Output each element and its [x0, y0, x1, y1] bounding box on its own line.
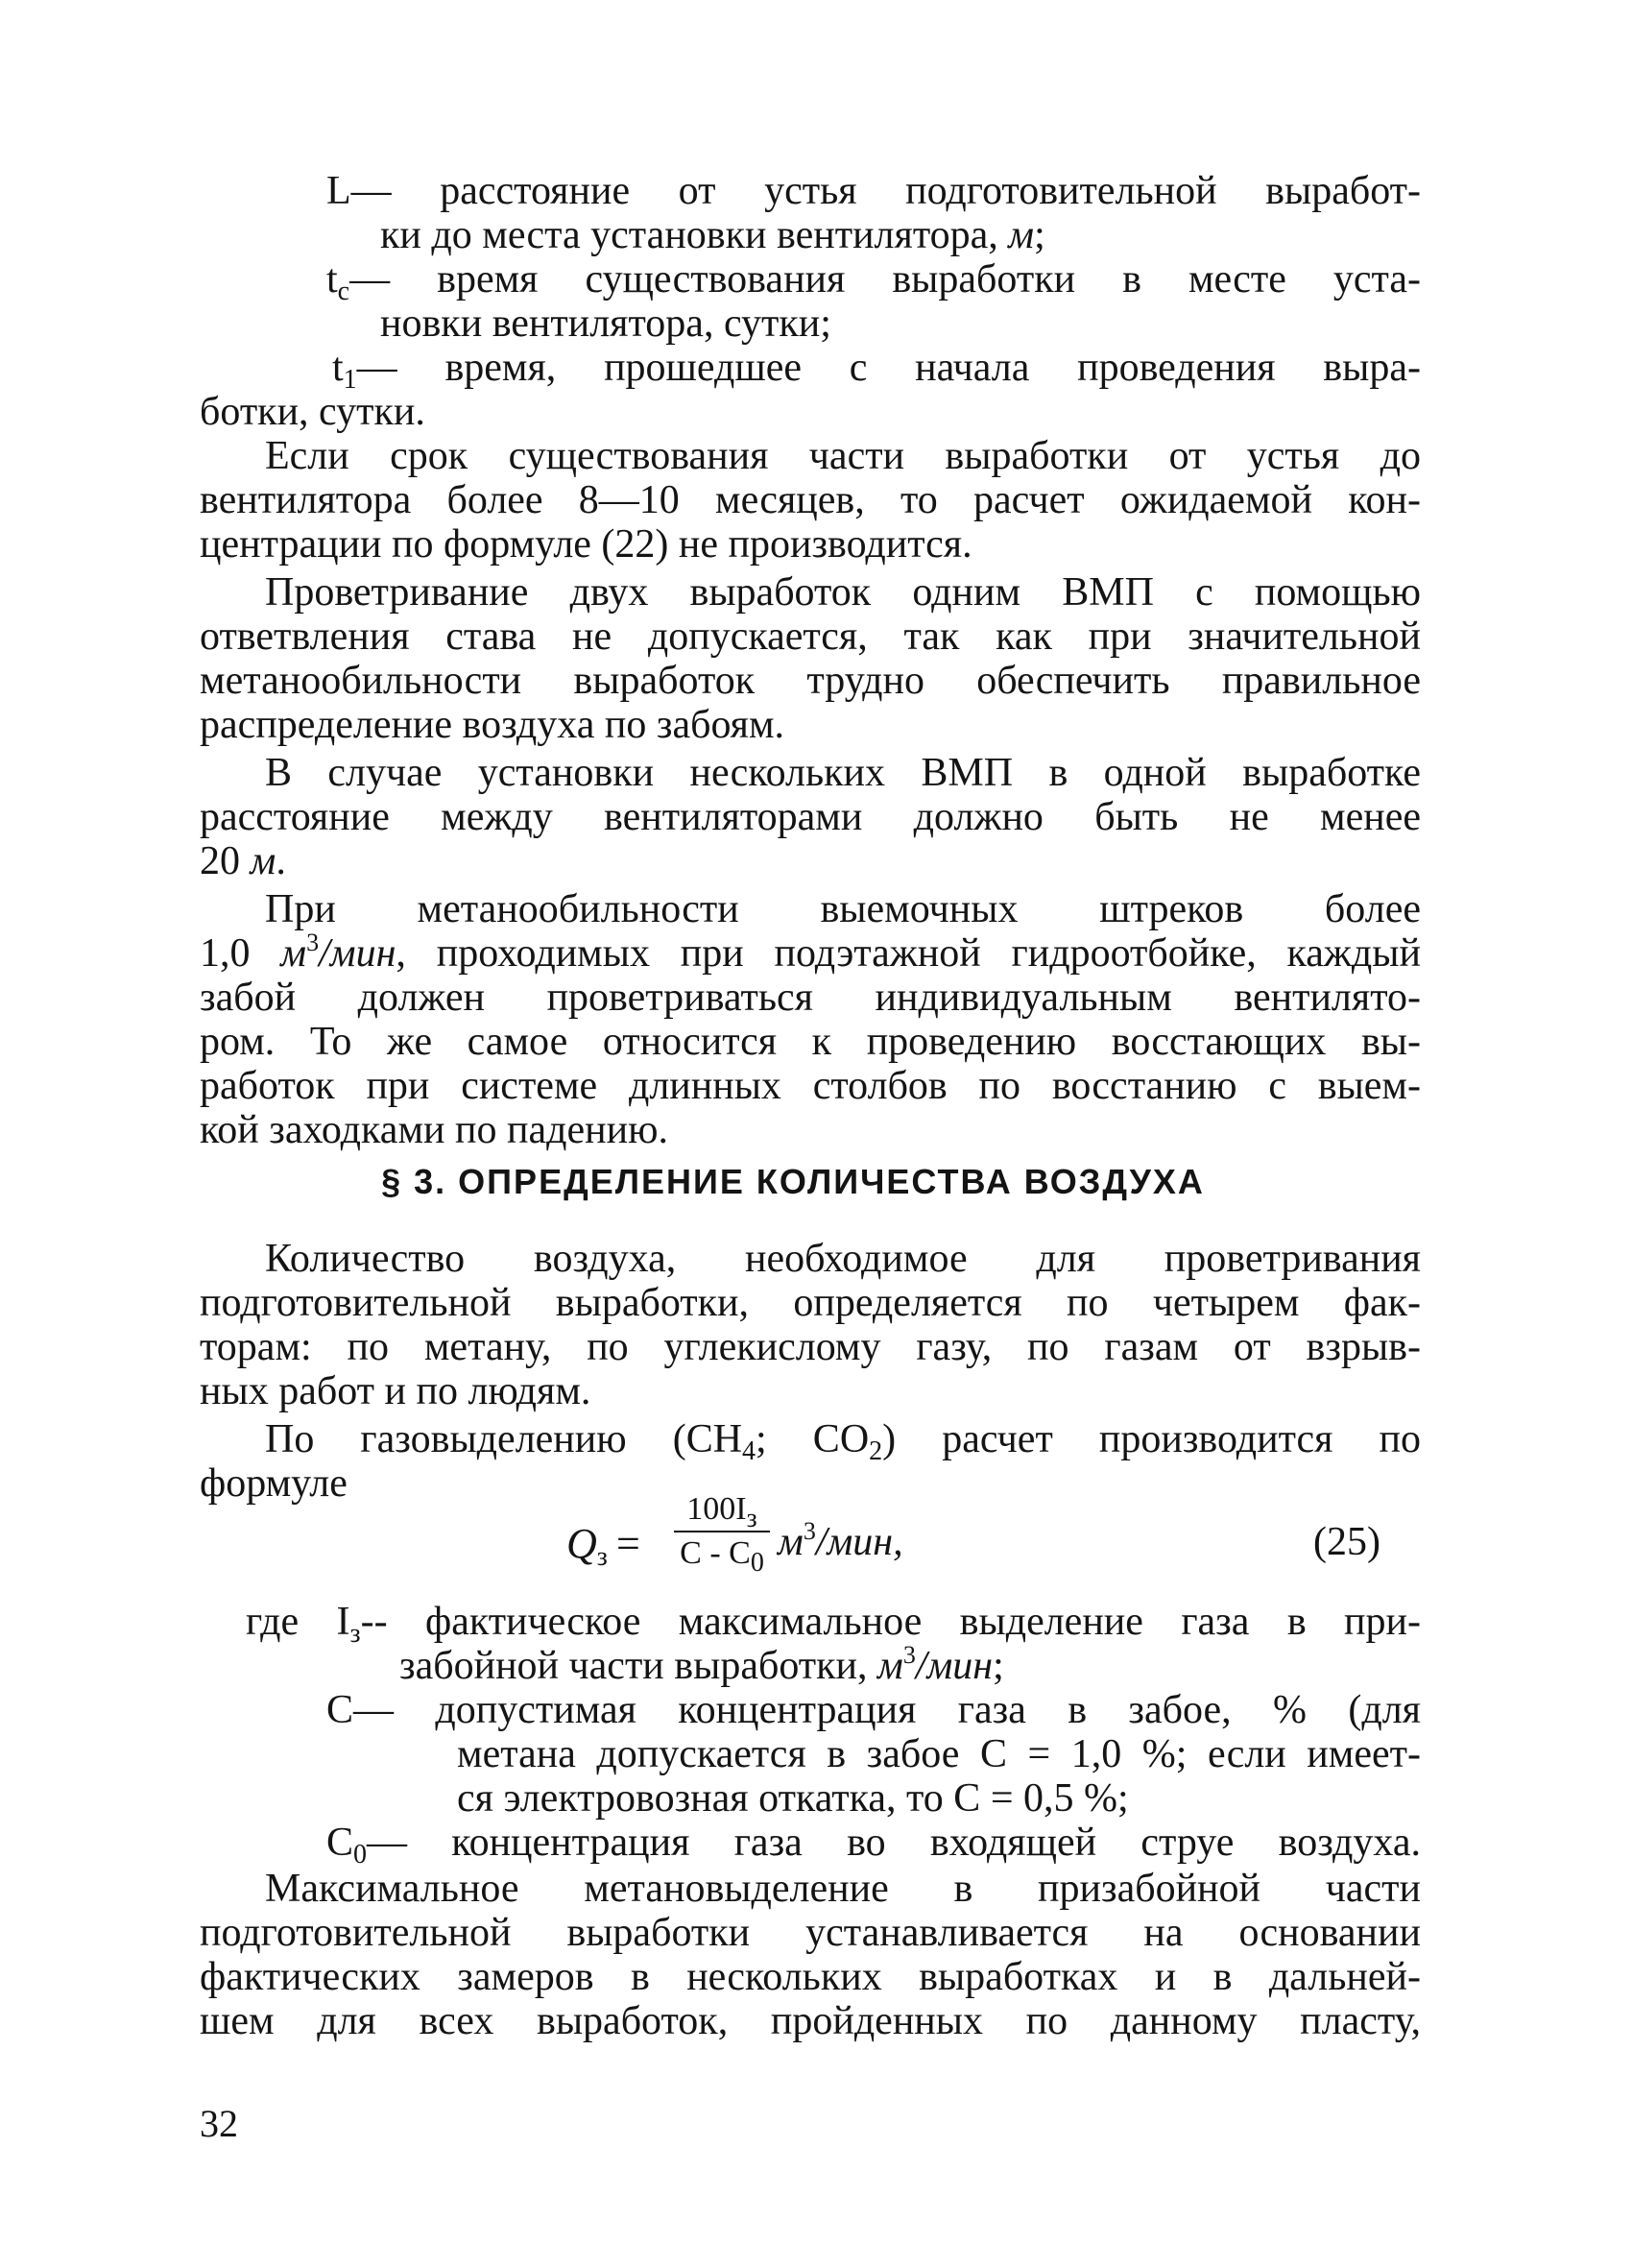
paragraph-5-line-4: ных работ и по людям. [200, 1369, 591, 1413]
formula-unit: $м^3$/мин, [778, 1517, 903, 1564]
paragraph-5-line-3: торам: по метану, по углекислому газу, по газам от взрыв- [200, 1325, 1421, 1369]
paragraph-6-line-1: По газовыделению ($CH_4$; $CO_2$) расчет производится по [265, 1417, 1421, 1466]
definition-t1: $t_1—$ время, прошедшее с начала проведения выра- [332, 346, 1421, 395]
formula-fraction [674, 1488, 770, 1578]
paragraph-1-line-2: вентилятора более 8—10 месяцев, то расчет ожидаемой кон- [200, 478, 1421, 522]
paragraph-5-line-2: подготовительной выработки, определяется по четырем фак- [200, 1281, 1421, 1325]
formula-numerator: $100I_з$ [674, 1488, 770, 1532]
definition-tc-cont: новки вентилятора, сутки; [380, 302, 831, 346]
paragraph-4-line-6: кой заходками по падению. [200, 1108, 668, 1152]
definition-L: L— расстояние от устья подготовительной выработ- [326, 169, 1421, 213]
paragraph-2-line-1: Проветривание двух выработок одним ВМП с помощью [265, 570, 1421, 615]
section-heading: § 3. ОПРЕДЕЛЕНИЕ КОЛИЧЕСТВА ВОЗДУХА [381, 1162, 1205, 1201]
definition-t1-cont: ботки, сутки. [200, 390, 425, 434]
paragraph-2-line-2: ответвления става не допускается, так как при значительной [200, 615, 1421, 659]
paragraph-4-line-2: 1,0 $м^3$/мин, проходимых при подэтажной гидроотбойке, каждый [200, 929, 1421, 976]
formula-equals: = [616, 1520, 640, 1567]
paragraph-1-line-1: Если срок существования части выработки от устья до [265, 434, 1421, 478]
definition-C0: $C_0—$ концентрация газа во входящей струе воздуха. [326, 1821, 1421, 1870]
paragraph-4-line-1: При метанообильности выемочных штреков более [265, 887, 1421, 931]
definition-I3-cont: забойной части выработки, $м^3$/мин; [399, 1641, 1004, 1688]
paragraph-7-line-1: Максимальное метановыделение в призабойной части [265, 1867, 1421, 1911]
paragraph-2-line-4: распределение воздуха по забоям. [200, 703, 785, 747]
paragraph-6-line-2: формуле [200, 1461, 348, 1506]
paragraph-7-line-4: шем для всех выработок, пройденных по данному пласту, [200, 1999, 1421, 2043]
definition-L-cont: ки до места установки вентилятора, м; [380, 213, 1045, 257]
equation-number: (25) [1313, 1520, 1380, 1564]
paragraph-3-line-2: расстояние между вентиляторами должно быть не менее [200, 795, 1421, 839]
paragraph-3-line-1: В случае установки нескольких ВМП в одной выработке [265, 751, 1421, 795]
page-number: 32 [200, 2102, 238, 2145]
paragraph-5-line-1: Количество воздуха, необходимое для проветривания [265, 1237, 1421, 1281]
paragraph-7-line-3: фактических замеров в нескольких выработках и в дальней- [200, 1955, 1421, 1999]
formula-denominator: C - $C_0$ [680, 1535, 764, 1578]
paragraph-4-line-3: забой должен проветриваться индивидуальным вентилято- [200, 976, 1421, 1020]
paragraph-3-line-3: 20 м. [200, 839, 286, 883]
formula-25 [566, 1488, 1238, 1594]
paragraph-1-line-3: центрации по формуле (22) не производится. [200, 522, 972, 567]
paragraph-4-line-5: работок при системе длинных столбов по восстанию с выем- [200, 1064, 1421, 1108]
definition-C-cont-1: метана допускается в забое C = 1,0 %; если имеет- [457, 1732, 1421, 1776]
paragraph-7-line-2: подготовительной выработки устанавливается на основании [200, 1911, 1421, 1955]
definition-I3: где $I_з--$ фактическое максимальное выделение газа в при- [246, 1600, 1421, 1649]
definition-C-cont-2: ся электровозная откатка, то C = 0,5 %; [457, 1776, 1129, 1821]
paragraph-4-line-4: ром. То же самое относится к проведению восстающих вы- [200, 1020, 1421, 1064]
formula-lhs: $Q_з$ [566, 1520, 608, 1572]
definition-C: C— допустимая концентрация газа в забое, % (для [326, 1688, 1421, 1732]
definition-tc: $t_с—$ время существования выработки в месте уста- [326, 257, 1421, 306]
paragraph-2-line-3: метанообильности выработок трудно обеспечить правильное [200, 659, 1421, 703]
